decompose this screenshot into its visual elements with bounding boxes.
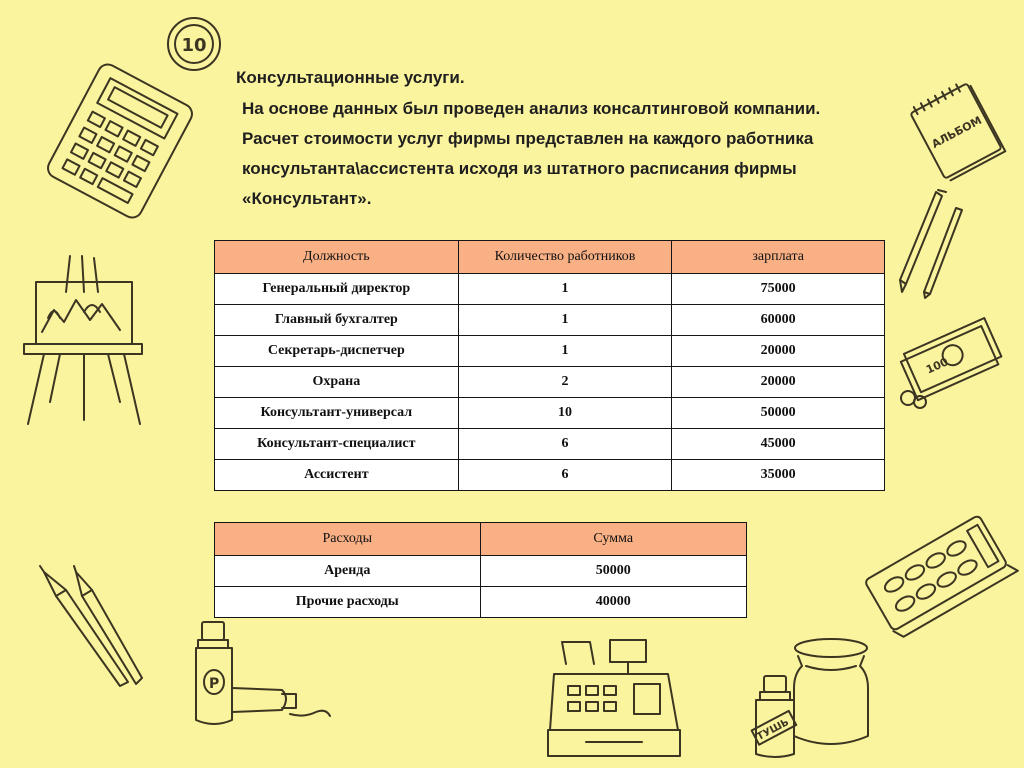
table-row xyxy=(215,587,747,618)
paint-bottle-icon xyxy=(186,618,336,730)
table-row xyxy=(215,367,885,398)
easel-icon xyxy=(20,252,150,428)
employee-count-cell: 1 xyxy=(458,336,672,367)
position-cell: Консультант-специалист xyxy=(215,429,459,460)
table-row xyxy=(215,460,885,491)
intro-line: «Консультант». xyxy=(242,189,372,208)
position-cell: Консультант-универсал xyxy=(215,398,459,429)
employee-count-cell: 1 xyxy=(458,305,672,336)
calculator-icon xyxy=(40,66,200,216)
salary-cell: 50000 xyxy=(672,398,885,429)
expense-table xyxy=(214,522,747,618)
column-header-position: Должность xyxy=(215,241,459,274)
paint-bottle-label: Р xyxy=(209,676,220,692)
jar-label: ТУШЬ xyxy=(755,716,791,743)
salary-cell: 75000 xyxy=(672,274,885,305)
column-header-employee-count: Количество работников xyxy=(458,241,672,274)
paint-palette-icon xyxy=(856,514,1016,632)
table-row xyxy=(215,274,885,305)
salary-cell: 60000 xyxy=(672,305,885,336)
salary-cell: 20000 xyxy=(672,336,885,367)
slide-title: Консультационные услуги. xyxy=(236,68,465,87)
position-cell: Секретарь-диспетчер xyxy=(215,336,459,367)
table-header-row xyxy=(215,523,747,556)
brushes-icon xyxy=(36,566,146,696)
table-header-row xyxy=(215,241,885,274)
employee-count-cell: 1 xyxy=(458,274,672,305)
expense-amount-cell: 40000 xyxy=(480,587,747,618)
column-header-expenses: Расходы xyxy=(215,523,481,556)
intro-line: Расчет стоимости услуг фирмы представлен на каждого работника xyxy=(242,129,814,148)
employee-count-cell: 2 xyxy=(458,367,672,398)
table-row xyxy=(215,336,885,367)
position-cell: Ассистент xyxy=(215,460,459,491)
salary-cell: 20000 xyxy=(672,367,885,398)
employee-count-cell: 10 xyxy=(458,398,672,429)
banknotes-icon xyxy=(894,318,1006,410)
expense-name-cell: Аренда xyxy=(215,556,481,587)
salary-cell: 35000 xyxy=(672,460,885,491)
position-cell: Генеральный директор xyxy=(215,274,459,305)
expense-amount-cell: 50000 xyxy=(480,556,747,587)
intro-text xyxy=(242,94,942,214)
employee-count-cell: 6 xyxy=(458,429,672,460)
intro-line: На основе данных был проведен анализ консалтинговой компании. xyxy=(242,99,821,118)
table-row xyxy=(215,429,885,460)
cash-register-icon xyxy=(546,634,686,764)
coin-icon xyxy=(164,14,224,74)
staff-table xyxy=(214,240,885,491)
table-row xyxy=(215,398,885,429)
column-header-salary: зарплата xyxy=(672,241,885,274)
position-cell: Главный бухгалтер xyxy=(215,305,459,336)
coin-label: 10 xyxy=(181,35,207,56)
expense-name-cell: Прочие расходы xyxy=(215,587,481,618)
album-label: АЛЬБОМ xyxy=(929,113,984,151)
glass-jar-icon xyxy=(788,636,874,752)
intro-line: консультанта\ассистента исходя из штатного расписания фирмы xyxy=(242,159,797,178)
position-cell: Охрана xyxy=(215,367,459,398)
bill-label: 100 xyxy=(924,355,951,377)
salary-cell: 45000 xyxy=(672,429,885,460)
column-header-amount: Сумма xyxy=(480,523,747,556)
table-row xyxy=(215,556,747,587)
table-row xyxy=(215,305,885,336)
employee-count-cell: 6 xyxy=(458,460,672,491)
